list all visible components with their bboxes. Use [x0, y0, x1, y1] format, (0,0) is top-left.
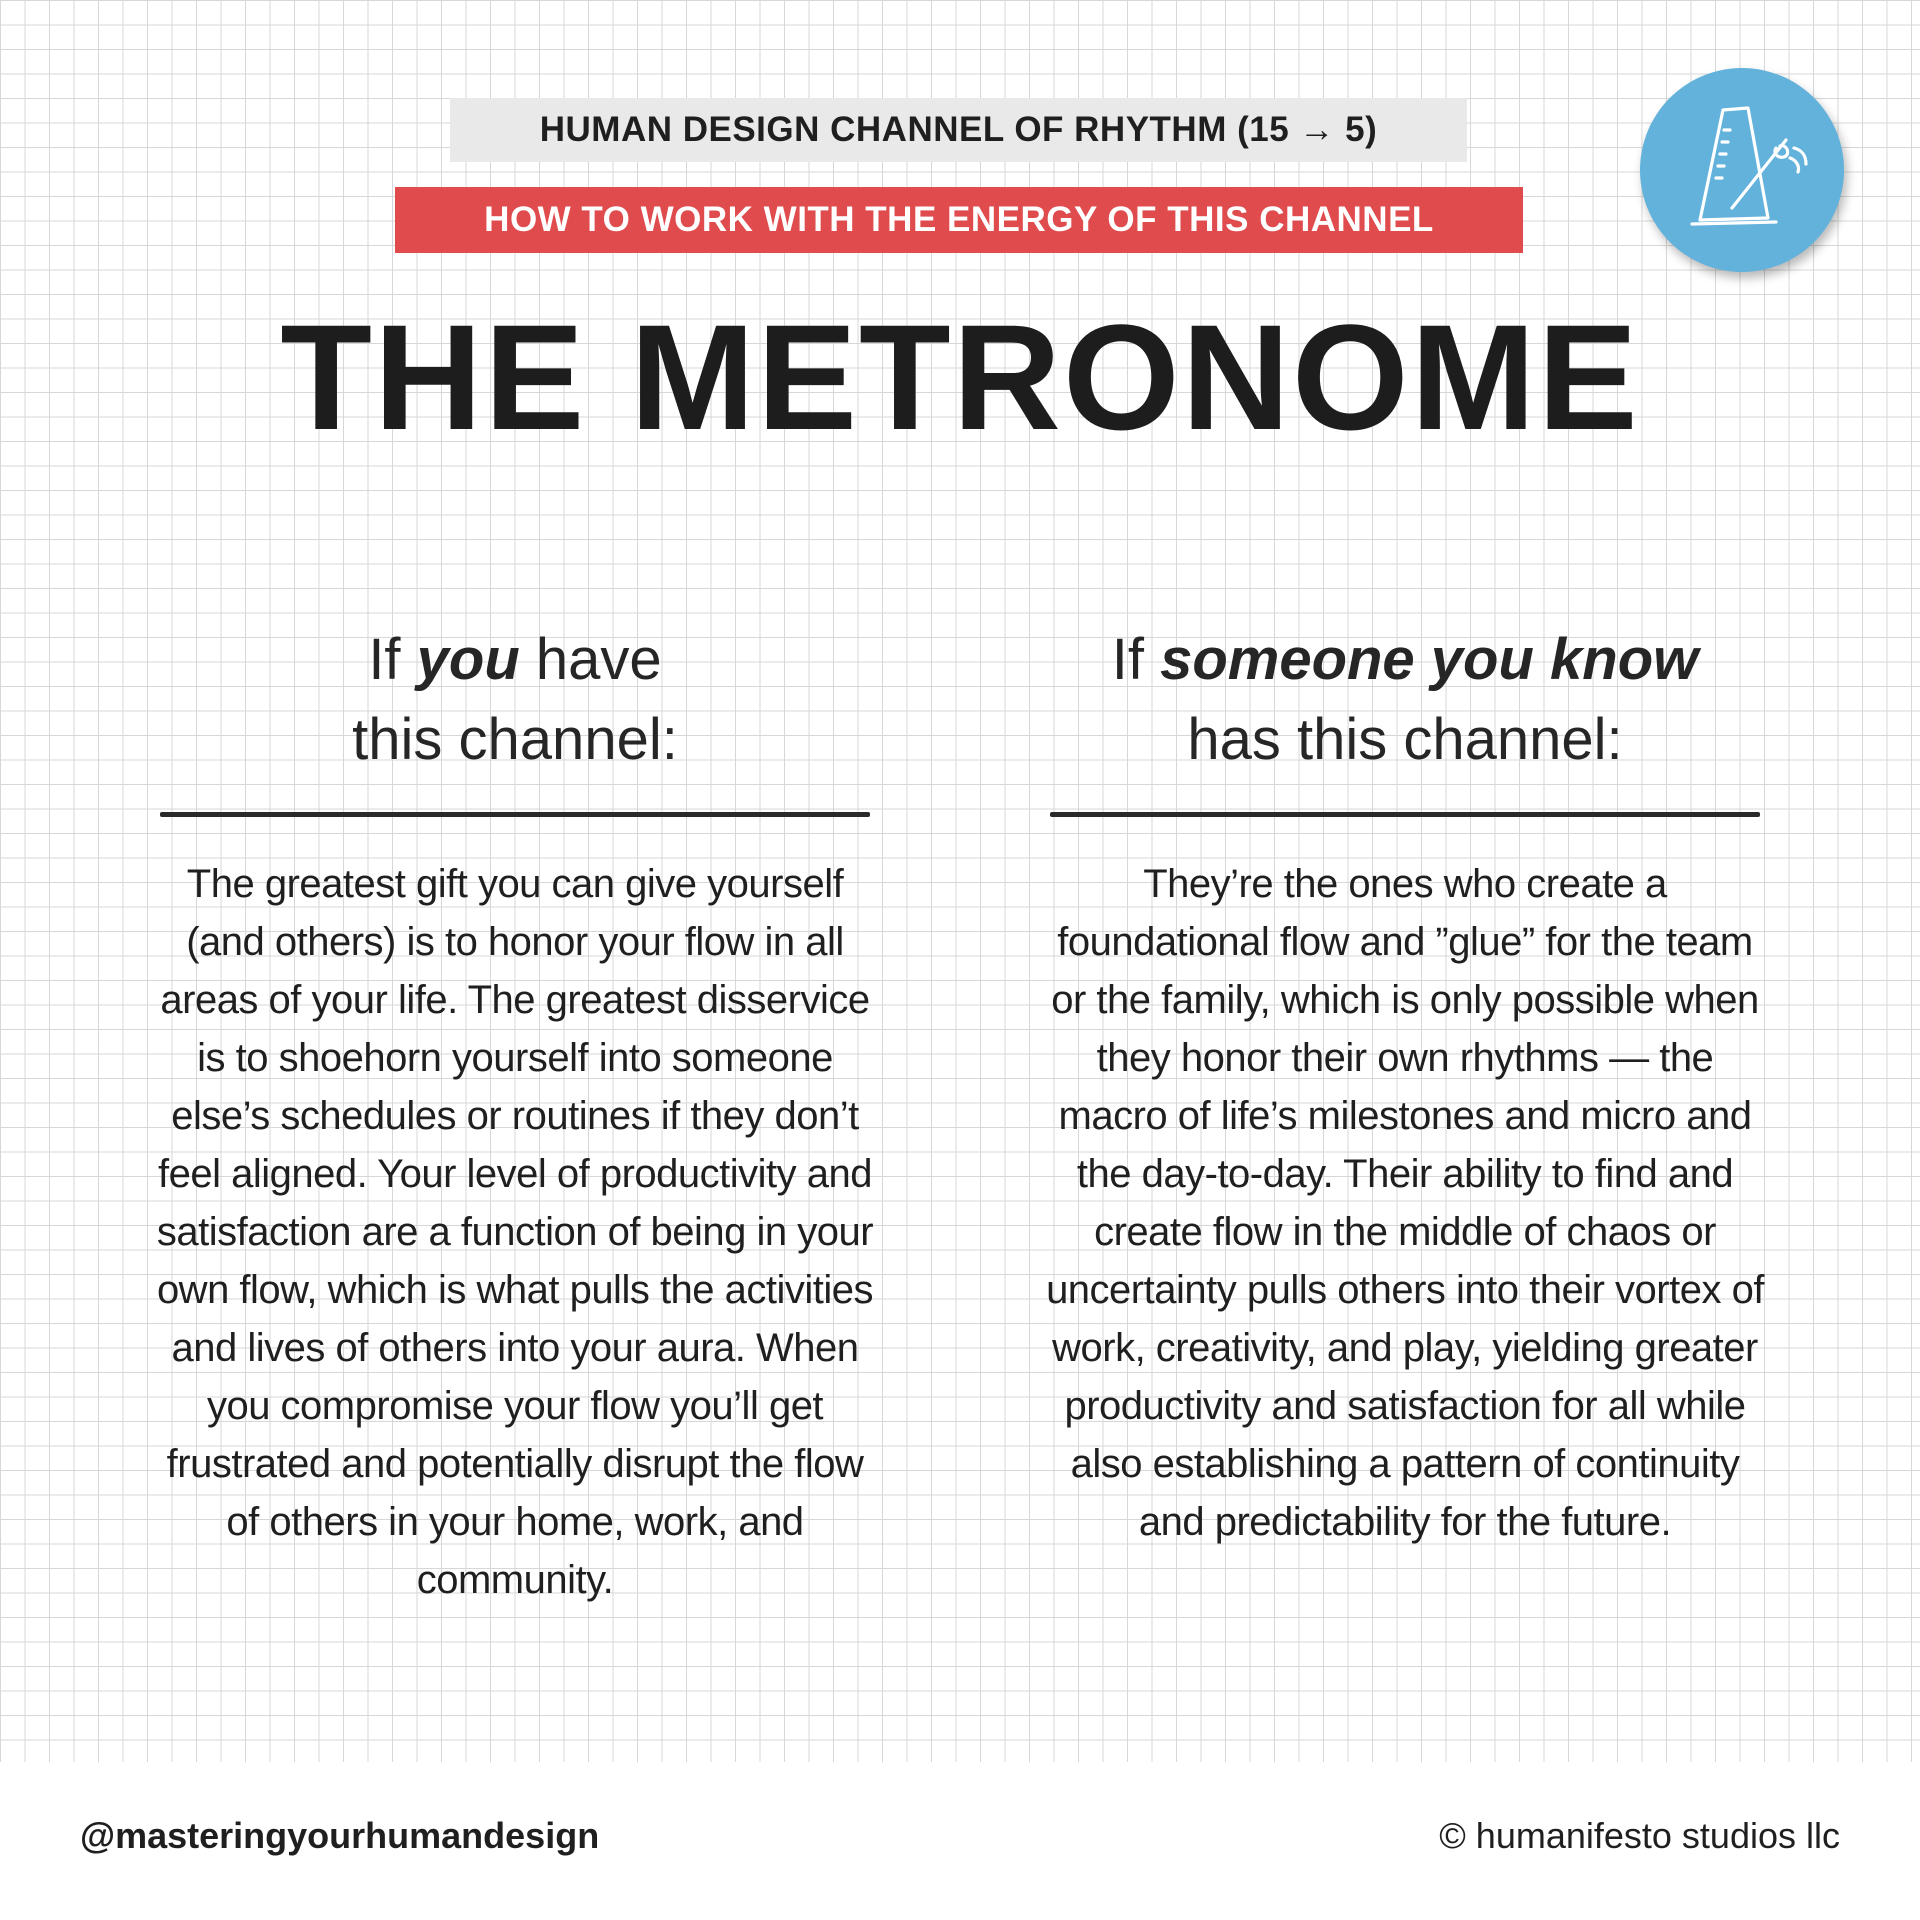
- how-to-banner: HOW TO WORK WITH THE ENERGY OF THIS CHANNEL: [395, 187, 1523, 253]
- left-column-body: The greatest gift you can give yourself (and others) is to honor your flow in all areas of your life. The greatest disservice is to shoehorn yourself into someone else’s schedules or routines if they don’t feel aligned. Your level of productivity and satisfaction are a function of being in your own flow, which is what pulls the activities and lives of others into your aura. When you compromise your flow you’ll get frustrated and potentially disrupt the flow of others in your home, work, and community.: [156, 862, 874, 1602]
- right-heading-line1: [1040, 620, 1770, 700]
- left-divider: [160, 812, 870, 817]
- social-handle: @masteringyourhumandesign: [80, 1815, 600, 1856]
- left-heading-suffix: have: [519, 627, 662, 692]
- right-column-heading: [1040, 620, 1770, 780]
- right-heading-prefix: If: [1111, 627, 1161, 692]
- right-heading-line2: has this channel:: [1187, 707, 1623, 772]
- right-heading-emphasis: someone you know: [1160, 627, 1699, 692]
- left-column: [150, 620, 880, 1609]
- page-title: THE METRONOME: [280, 293, 1640, 461]
- left-heading-line2: this channel:: [352, 707, 678, 772]
- copyright-notice: © humanifesto studios llc: [1439, 1815, 1840, 1856]
- metronome-badge: [1640, 68, 1844, 272]
- left-column-heading: [150, 620, 880, 780]
- channel-label: HUMAN DESIGN CHANNEL OF RHYTHM (15 → 5): [450, 98, 1467, 162]
- right-column-body: They’re the ones who create a foundational flow and ”glue” for the team or the family, which is only possible when they honor their own rhythms — the macro of life’s milestones and micro and the day-to-day. Their ability to find and create flow in the middle of chaos or uncertainty pulls others into their vortex of work, creativity, and play, yielding greater productivity and satisfaction for all while also establishing a pattern of continuity and predictability for the future.: [1046, 862, 1764, 1544]
- right-column: [1040, 620, 1770, 1551]
- metronome-icon: [1640, 68, 1844, 272]
- left-heading-prefix: If: [368, 627, 417, 692]
- left-heading-emphasis: you: [416, 627, 520, 692]
- left-heading-line1: [150, 620, 880, 700]
- right-divider: [1050, 812, 1760, 817]
